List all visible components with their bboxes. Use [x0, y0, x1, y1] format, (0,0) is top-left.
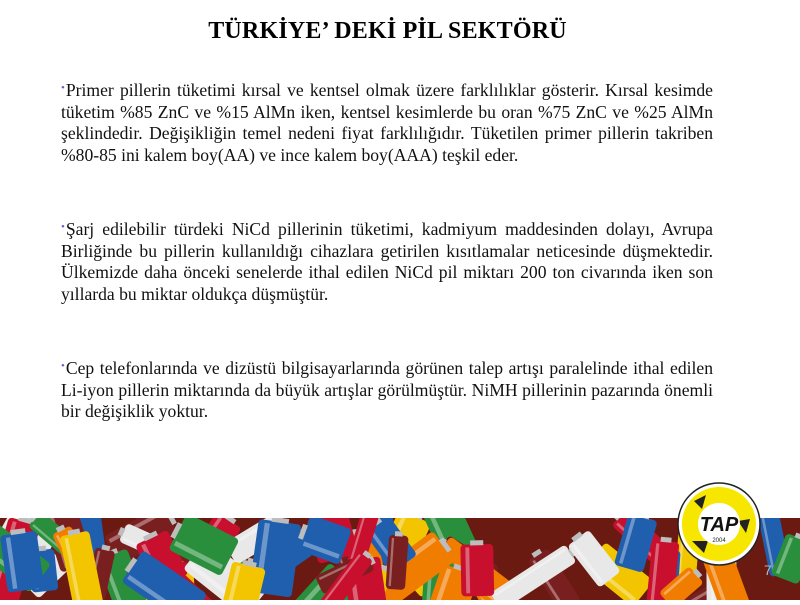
slide-title: TÜRKİYE’ DEKİ PİL SEKTÖRÜ [0, 18, 775, 45]
battery-shape [460, 540, 494, 596]
bullet-paragraph-1 [61, 78, 713, 166]
bullet-paragraph-2 [61, 217, 713, 305]
paragraph-text: Cep telefonlarında ve dizüstü bilgisayarlarında görünen talep artışı paralelinde ithal edilen Li-iyon pillerin miktarında da büyük artışlar görülmüştür. NiMH pillerinin pazarında önemli bir değişiklik yoktur. [61, 358, 713, 421]
bullet-icon: • [61, 82, 65, 94]
bullet-paragraph-3 [61, 356, 713, 423]
paragraph-text: Şarj edilebilir türdeki NiCd pillerinin tüketimi, kadmiyum maddesinden dolayı, Avrupa Birliğinde bu pillerin kullanıldığı cihazlara getirilen kısıtlamalar neticesinde düşmektedir. Ülkemizde daha önceki senelerde ithal edilen NiCd pil miktarı 200 ton civarında iken son yıllarda bu miktar oldukça düşmüştür. [61, 219, 713, 304]
bullet-icon: • [61, 221, 65, 233]
bullet-icon: • [61, 360, 65, 372]
tap-logo [676, 481, 762, 567]
page-number: 7 [764, 562, 772, 578]
logo-text: TAP [700, 514, 739, 536]
logo-year: 2004 [712, 538, 726, 544]
paragraph-text: Primer pillerin tüketimi kırsal ve kentsel olmak üzere farklılıklar gösterir. Kırsal kesimde tüketim %85 ZnC ve %15 AlMn iken, kentsel kesimlerde bu oran %75 ZnC ve %25 AlMn şeklindedir. Değişikliğin temel nedeni fiyat farklılığıdır. Tüketilen primer pillerin takriben %80-85 ini kalem boy(AA) ve ince kalem boy(AAA) teşkil eder. [61, 80, 713, 165]
battery-shape [385, 531, 408, 590]
